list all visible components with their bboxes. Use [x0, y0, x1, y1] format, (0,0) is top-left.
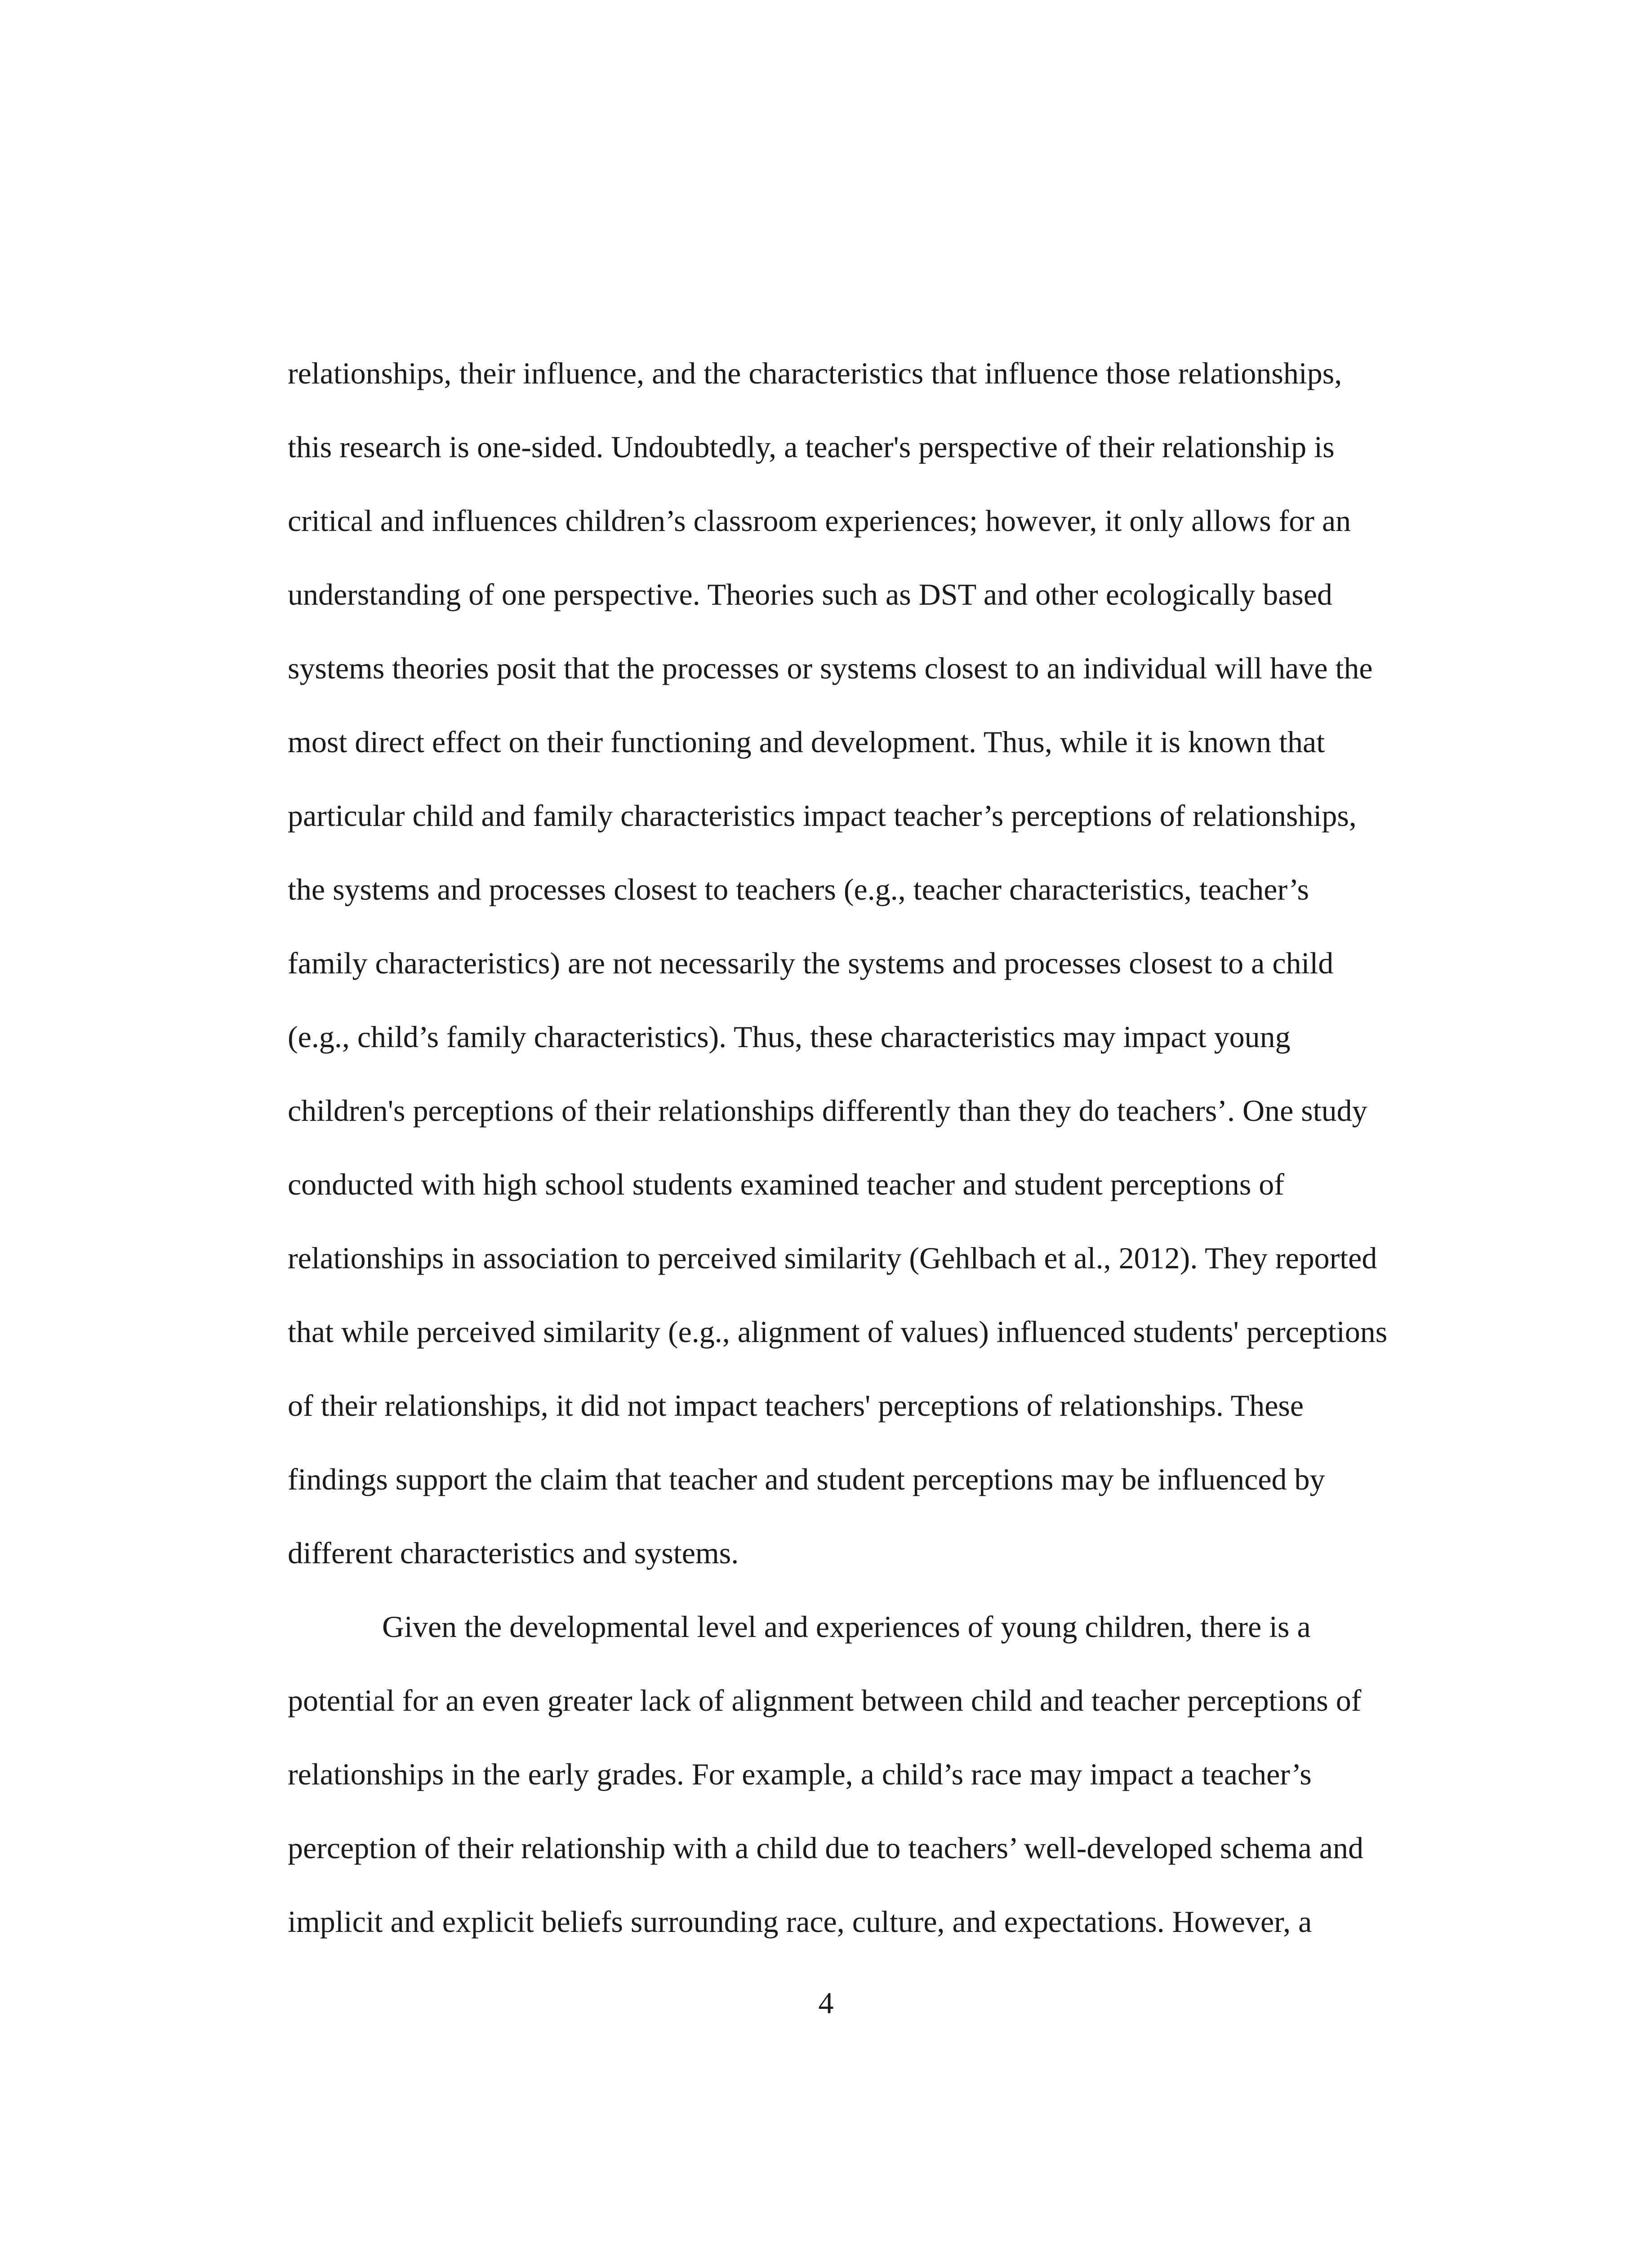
text-line: this research is one-sided. Undoubtedly, a teacher's perspective of their relationship is	[288, 430, 1335, 464]
text-line: relationships in the early grades. For example, a child’s race may impact a teacher’s	[288, 1757, 1312, 1791]
text-line: critical and influences children’s classroom experiences; however, it only allows for an	[288, 504, 1351, 538]
text-line: most direct effect on their functioning and development. Thus, while it is known that	[288, 725, 1325, 759]
text-line: family characteristics) are not necessarily the systems and processes closest to a child	[288, 946, 1334, 980]
text-line: of their relationships, it did not impact teachers' perceptions of relationships. These	[288, 1388, 1304, 1423]
paragraph-first-line: Given the developmental level and experiences of young children, there is a	[382, 1610, 1311, 1644]
page-number: 4	[818, 1986, 834, 2020]
text-line: particular child and family characteristics impact teacher’s perceptions of relationships,	[288, 798, 1357, 833]
text-line: (e.g., child’s family characteristics). Thus, these characteristics may impact young	[288, 1020, 1291, 1054]
text-line: perception of their relationship with a child due to teachers’ well-developed schema and	[288, 1831, 1363, 1865]
text-line: relationships, their influence, and the characteristics that influence those relationships,	[288, 356, 1342, 390]
text-line: findings support the claim that teacher and student perceptions may be influenced by	[288, 1462, 1325, 1496]
text-line: the systems and processes closest to teachers (e.g., teacher characteristics, teacher’s	[288, 872, 1309, 906]
text-line: children's perceptions of their relationships differently than they do teachers’. One study	[288, 1093, 1367, 1128]
text-line: relationships in association to perceived similarity (Gehlbach et al., 2012). They reported	[288, 1241, 1377, 1275]
text-line: understanding of one perspective. Theories such as DST and other ecologically based	[288, 577, 1332, 611]
text-line: potential for an even greater lack of alignment between child and teacher perceptions of	[288, 1683, 1362, 1717]
text-line: implicit and explicit beliefs surrounding race, culture, and expectations. However, a	[288, 1905, 1312, 1939]
text-line: systems theories posit that the processes or systems closest to an individual will have the	[288, 651, 1373, 685]
text-line: conducted with high school students examined teacher and student perceptions of	[288, 1167, 1284, 1201]
text-line: that while perceived similarity (e.g., alignment of values) influenced students' perceptions	[288, 1315, 1388, 1349]
text-line: different characteristics and systems.	[288, 1536, 739, 1570]
